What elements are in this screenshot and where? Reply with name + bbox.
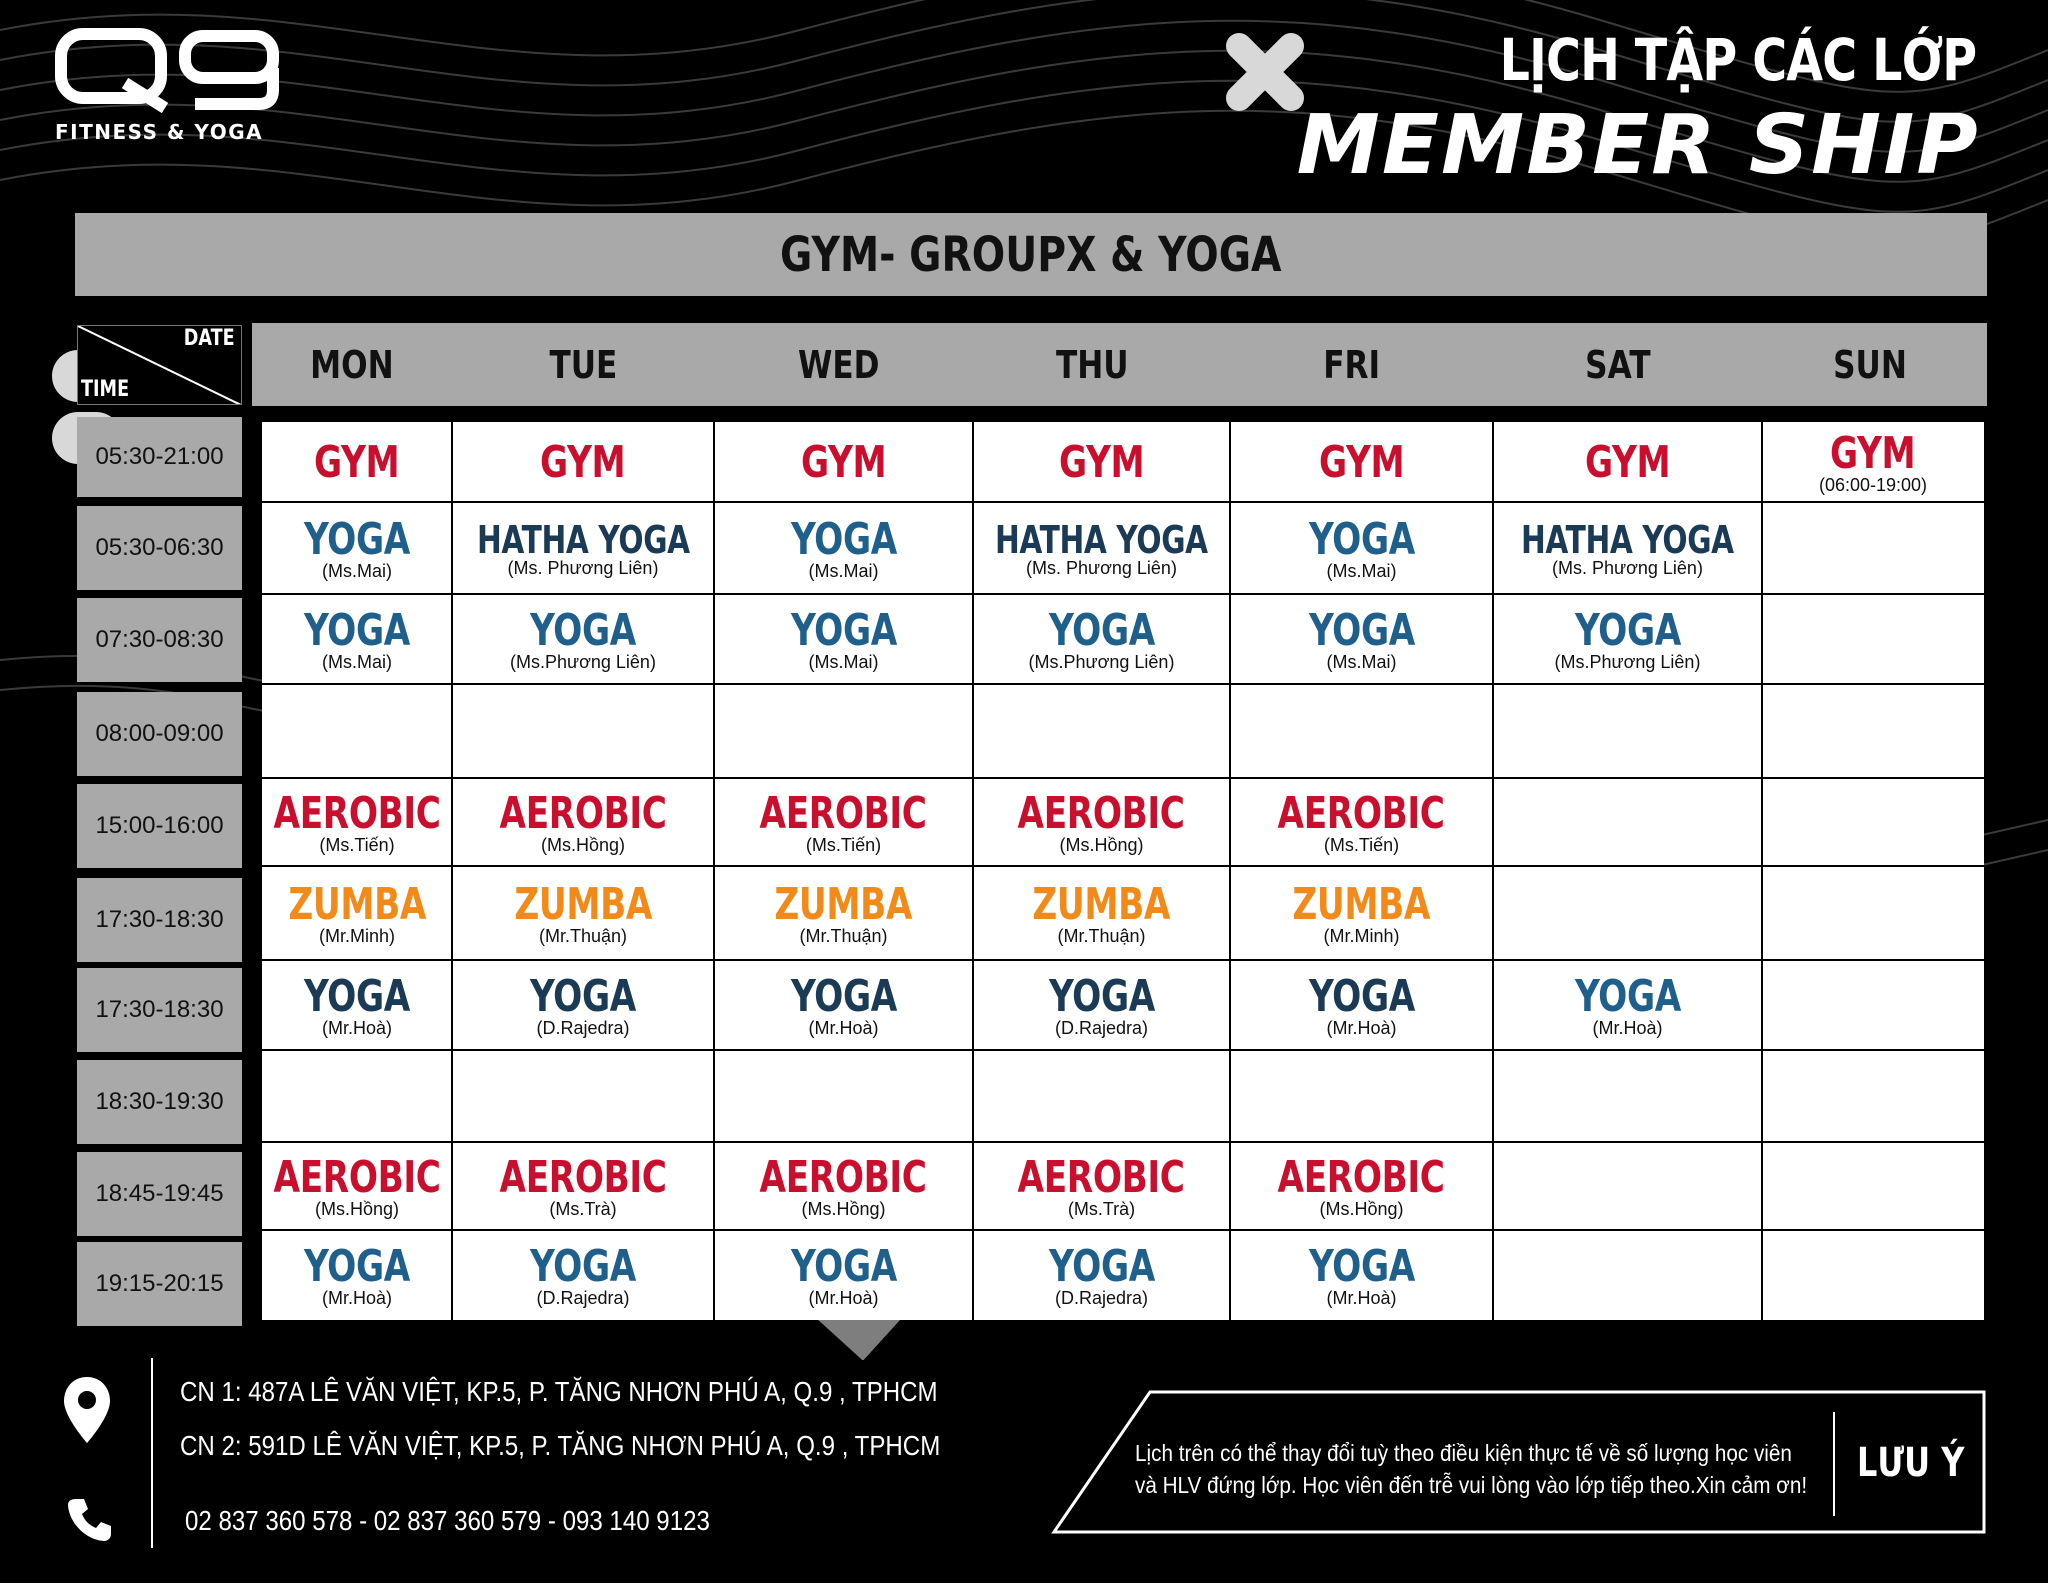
instructor-name: (Mr.Thuận)	[538, 925, 628, 946]
instructor-name: (D.Rajedra)	[536, 1287, 630, 1308]
instructor-name: (Ms.Mai)	[322, 651, 392, 672]
class-cell	[973, 866, 1230, 960]
schedule-table	[262, 422, 1984, 1320]
class-cell	[452, 866, 714, 960]
class-name: YOGA	[304, 513, 410, 565]
class-cell	[452, 1230, 714, 1320]
class-cell	[452, 778, 714, 866]
class-name: YOGA	[304, 1240, 410, 1292]
class-cell	[714, 1142, 973, 1230]
instructor-name: (Ms.Mai)	[322, 560, 392, 581]
class-name: YOGA	[530, 604, 636, 656]
class-name: GYM	[1318, 437, 1405, 488]
class-name: AEROBIC	[273, 787, 441, 839]
instructor-name: (Ms.Tiến)	[1323, 834, 1400, 855]
class-cell	[1230, 422, 1493, 502]
class-cell	[262, 866, 452, 960]
class-name: YOGA	[1308, 970, 1415, 1022]
logo-subtitle: FITNESS & YOGA	[55, 120, 264, 144]
instructor-name: (Ms.Hồng)	[1319, 1198, 1404, 1219]
class-cell	[1230, 778, 1493, 866]
class-cell	[714, 502, 973, 594]
location-pin-icon	[62, 1375, 112, 1445]
class-name: AEROBIC	[499, 1151, 667, 1203]
instructor-name: (Ms.Hồng)	[1059, 834, 1144, 855]
day-header-row	[252, 323, 1987, 406]
q9-logo	[55, 28, 295, 143]
class-name: YOGA	[1308, 513, 1415, 565]
class-name: YOGA	[790, 604, 897, 656]
class-name: YOGA	[1574, 604, 1681, 656]
time-slot: 18:45-19:45	[77, 1152, 242, 1236]
section-header-text: GYM- GROUPX & YOGA	[780, 226, 1282, 283]
instructor-name: (D.Rajedra)	[536, 1017, 630, 1038]
class-cell	[262, 1230, 452, 1320]
section-header	[75, 213, 1987, 296]
class-cell	[1493, 422, 1762, 502]
class-name: AEROBIC	[499, 787, 667, 839]
time-slot: 17:30-18:30	[77, 878, 242, 962]
class-cell	[973, 422, 1230, 502]
class-name: GYM	[540, 437, 626, 488]
class-name: YOGA	[1574, 970, 1681, 1022]
class-name: ZUMBA	[1292, 878, 1431, 930]
day-label: THU	[1056, 342, 1129, 387]
note-text	[1135, 1437, 1808, 1501]
class-cell	[973, 502, 1230, 594]
instructor-name: (Ms. Phương Liên)	[507, 557, 659, 578]
instructor-name: (Mr.Hoà)	[1326, 1017, 1397, 1038]
instructor-name: (Ms.Phương Liên)	[510, 651, 656, 672]
instructor-name: (Ms.Tiến)	[805, 834, 882, 855]
class-name: AEROBIC	[1018, 1151, 1185, 1203]
instructor-name: (Mr.Hoà)	[321, 1017, 392, 1038]
note-line-1: Lịch trên có thể thay đổi tuỳ theo điều kiện thực tế về số lượng học viên	[1135, 1440, 1792, 1466]
class-cell	[1230, 1142, 1493, 1230]
class-cell	[452, 422, 714, 502]
day-header-fri	[1221, 323, 1483, 406]
time-slot: 17:30-18:30	[77, 968, 242, 1052]
instructor-name: (Ms.Phương Liên)	[1028, 651, 1175, 672]
day-header-wed	[714, 323, 964, 406]
footer-divider	[151, 1358, 153, 1548]
instructor-name: (Mr.Thuận)	[799, 925, 888, 946]
time-slot: 19:15-20:15	[77, 1242, 242, 1326]
instructor-name: (Ms.Trà)	[1067, 1198, 1136, 1219]
class-cell	[1230, 960, 1493, 1050]
day-label: MON	[310, 342, 394, 387]
phone-numbers: 02 837 360 578 - 02 837 360 579 - 093 140 9123	[185, 1505, 710, 1536]
instructor-name: (Mr.Hoà)	[1326, 1287, 1397, 1308]
class-name: YOGA	[790, 1240, 897, 1292]
note-label: LƯU Ý	[1857, 1440, 1965, 1486]
day-label: TUE	[549, 342, 617, 387]
class-cell	[452, 502, 714, 594]
day-header-sat	[1483, 323, 1753, 406]
class-cell	[452, 594, 714, 684]
instructor-name: (Ms.Mai)	[1326, 651, 1397, 672]
class-cell	[714, 778, 973, 866]
class-name: GYM	[1830, 427, 1916, 479]
day-label: SUN	[1833, 342, 1907, 387]
class-cell	[262, 422, 452, 502]
class-cell	[973, 1230, 1230, 1320]
instructor-name: (06:00-19:00)	[1818, 474, 1928, 495]
class-name: AEROBIC	[760, 787, 927, 839]
time-slot: 05:30-06:30	[77, 506, 242, 590]
class-name: GYM	[314, 437, 400, 488]
class-cell	[1230, 594, 1493, 684]
class-name: AEROBIC	[1278, 1151, 1445, 1203]
class-name: YOGA	[1048, 1240, 1155, 1292]
note-divider	[1833, 1412, 1835, 1516]
class-name: HATHA YOGA	[995, 517, 1208, 562]
time-slot: 07:30-08:30	[77, 598, 242, 682]
time-slot: 05:30-21:00	[77, 417, 242, 497]
instructor-name: (Mr.Thuận)	[1057, 925, 1146, 946]
title-line-1: LỊCH TẬP CÁC LỚP	[1499, 26, 1976, 94]
class-name: AEROBIC	[760, 1151, 927, 1203]
class-cell	[714, 960, 973, 1050]
class-name: HATHA YOGA	[1521, 517, 1734, 562]
class-name: YOGA	[530, 1240, 636, 1292]
class-name: YOGA	[790, 970, 897, 1022]
class-name: ZUMBA	[1032, 878, 1171, 930]
class-name: AEROBIC	[1278, 787, 1445, 839]
class-cell	[714, 594, 973, 684]
title-line-2: MEMBER SHIP	[1296, 98, 1980, 193]
class-name: ZUMBA	[288, 878, 426, 930]
phone-icon	[66, 1495, 114, 1543]
class-name: ZUMBA	[514, 878, 652, 930]
class-name: YOGA	[790, 513, 897, 565]
class-cell	[262, 778, 452, 866]
corner-cell	[77, 325, 242, 405]
instructor-name: (Ms.Hồng)	[801, 1198, 886, 1219]
time-slot: 08:00-09:00	[77, 692, 242, 776]
class-name: GYM	[1584, 437, 1671, 488]
class-cell	[1230, 866, 1493, 960]
instructor-name: (Mr.Hoà)	[1592, 1017, 1663, 1038]
day-label: WED	[798, 342, 880, 387]
day-header-sun	[1753, 323, 1987, 406]
instructor-name: (Ms.Mai)	[1326, 560, 1397, 581]
instructor-name: (Mr.Hoà)	[808, 1287, 879, 1308]
class-cell	[973, 960, 1230, 1050]
instructor-name: (Mr.Hoà)	[321, 1287, 392, 1308]
time-label: TIME	[81, 377, 130, 402]
class-name: AEROBIC	[273, 1151, 441, 1203]
instructor-name: (Ms.Hồng)	[540, 834, 625, 855]
instructor-name: (Ms.Mai)	[808, 560, 879, 581]
class-cell	[262, 960, 452, 1050]
time-slot: 15:00-16:00	[77, 784, 242, 868]
class-cell	[262, 594, 452, 684]
instructor-name: (Ms. Phương Liên)	[1026, 557, 1177, 578]
day-label: SAT	[1585, 342, 1651, 387]
class-cell	[714, 866, 973, 960]
class-name: YOGA	[304, 604, 410, 656]
q9-logo-mark	[55, 28, 285, 113]
instructor-name: (D.Rajedra)	[1054, 1017, 1149, 1038]
instructor-name: (Ms.Mai)	[808, 651, 879, 672]
class-cell	[262, 502, 452, 594]
class-cell	[714, 1230, 973, 1320]
class-name: AEROBIC	[1018, 787, 1185, 839]
instructor-name: (Mr.Hoà)	[808, 1017, 879, 1038]
class-cell	[452, 960, 714, 1050]
day-header-mon	[252, 323, 452, 406]
class-name: YOGA	[1308, 1240, 1415, 1292]
date-label: DATE	[184, 326, 235, 351]
instructor-name: (Ms.Tiến)	[319, 834, 395, 855]
class-cell	[1493, 960, 1762, 1050]
class-cell	[714, 422, 973, 502]
class-cell	[973, 778, 1230, 866]
class-cell	[1230, 502, 1493, 594]
class-cell	[1230, 1230, 1493, 1320]
class-cell	[1493, 502, 1762, 594]
class-name: YOGA	[1048, 970, 1155, 1022]
address-branch-2: CN 2: 591D LÊ VĂN VIỆT, KP.5, P. TĂNG NHƠN PHÚ A, Q.9 , TPHCM	[180, 1430, 941, 1461]
day-header-thu	[964, 323, 1221, 406]
instructor-name: (Mr.Minh)	[1323, 925, 1400, 946]
class-name: YOGA	[1308, 604, 1415, 656]
class-name: HATHA YOGA	[476, 517, 690, 562]
class-cell	[262, 1142, 452, 1230]
time-slot: 18:30-19:30	[77, 1060, 242, 1144]
instructor-name: (Ms.Trà)	[549, 1198, 617, 1219]
class-name: YOGA	[304, 970, 410, 1022]
instructor-name: (Ms.Phương Liên)	[1554, 651, 1701, 672]
class-name: YOGA	[530, 970, 636, 1022]
class-name: GYM	[1058, 437, 1145, 488]
instructor-name: (Ms. Phương Liên)	[1552, 557, 1703, 578]
address-branch-1: CN 1: 487A LÊ VĂN VIỆT, KP.5, P. TĂNG NHƠN PHÚ A, Q.9 , TPHCM	[180, 1376, 938, 1407]
class-cell	[973, 594, 1230, 684]
class-name: GYM	[800, 437, 887, 488]
class-cell	[452, 1142, 714, 1230]
class-name: ZUMBA	[774, 878, 913, 930]
x-decoration-icon	[1225, 32, 1305, 112]
class-name: YOGA	[1048, 604, 1155, 656]
day-header-tue	[452, 323, 714, 406]
day-label: FRI	[1323, 342, 1381, 387]
instructor-name: (Mr.Minh)	[319, 925, 395, 946]
instructor-name: (D.Rajedra)	[1054, 1287, 1149, 1308]
instructor-name: (Ms.Hồng)	[314, 1198, 399, 1219]
class-cell	[1493, 594, 1762, 684]
class-cell	[973, 1142, 1230, 1230]
class-cell	[1762, 422, 1984, 502]
note-line-2: và HLV đứng lớp. Học viên đến trễ vui lòng vào lớp tiếp theo.Xin cảm ơn!	[1135, 1472, 1808, 1498]
